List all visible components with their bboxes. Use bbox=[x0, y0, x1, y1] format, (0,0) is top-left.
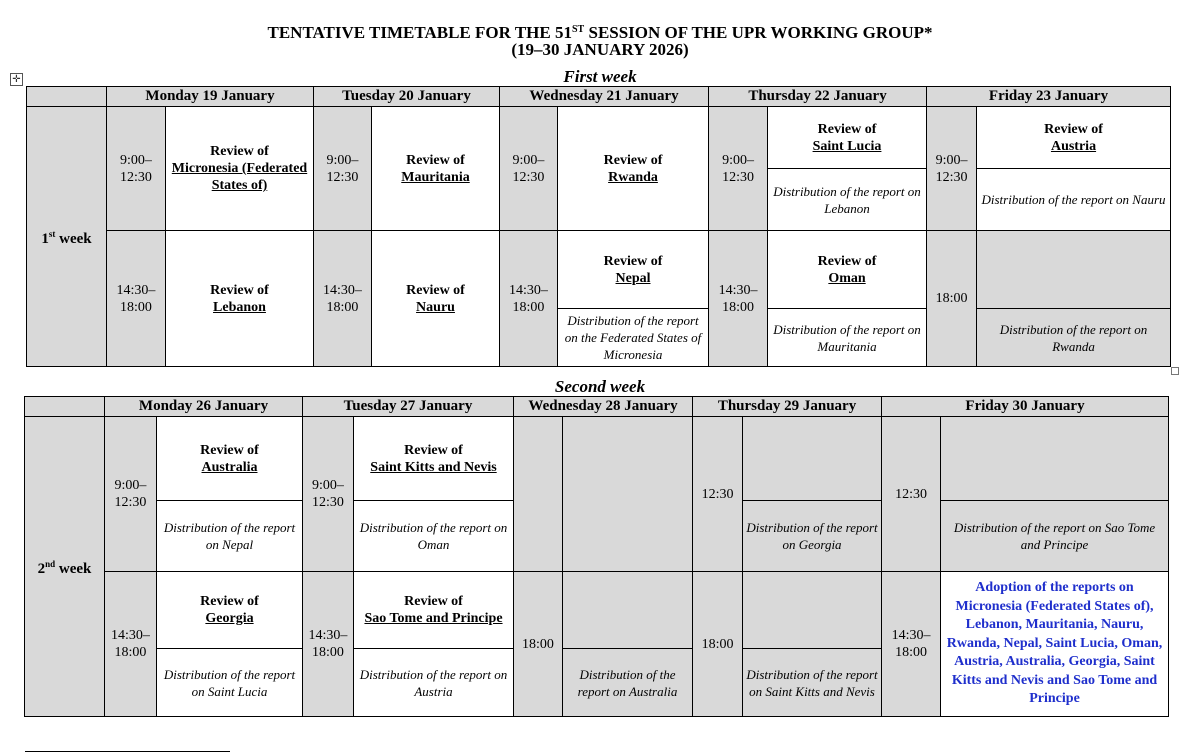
distribution-note: Distribution of the report on Nauru bbox=[977, 169, 1171, 231]
country-name: Georgia bbox=[205, 611, 254, 626]
time-slot: 9:00– 12:30 bbox=[107, 107, 166, 231]
week1-table bbox=[26, 86, 1171, 367]
empty-slot bbox=[563, 572, 693, 649]
time-slot: 14:30– 18:00 bbox=[107, 231, 166, 367]
time-slot: 9:00– 12:30 bbox=[105, 417, 157, 572]
day-header: Friday 30 January bbox=[882, 397, 1169, 417]
country-name: Lebanon bbox=[213, 299, 266, 315]
country-name: Oman bbox=[828, 270, 866, 286]
distribution-note: Distribution of the report on Oman bbox=[354, 501, 514, 572]
review-cell: Review of Nauru bbox=[372, 231, 500, 367]
time-slot: 18:00 bbox=[927, 231, 977, 367]
country-name: Australia bbox=[201, 459, 258, 475]
day-header: Thursday 22 January bbox=[709, 87, 927, 107]
empty-slot bbox=[743, 572, 882, 649]
day-header: Wednesday 21 January bbox=[500, 87, 709, 107]
table-move-icon[interactable]: ✛ bbox=[10, 73, 23, 86]
distribution-note: Distribution of the report on Mauritania bbox=[768, 309, 927, 367]
day-header: Monday 26 January bbox=[105, 397, 303, 417]
time-slot: 9:00– 12:30 bbox=[500, 107, 558, 231]
time-slot: 18:00 bbox=[514, 572, 563, 717]
distribution-note: Distribution of the report on Rwanda bbox=[977, 309, 1171, 367]
time-slot: 9:00– 12:30 bbox=[314, 107, 372, 231]
week2-table bbox=[24, 396, 1169, 717]
empty-slot bbox=[563, 417, 693, 572]
time-slot: 14:30– 18:00 bbox=[500, 231, 558, 367]
document-title-line1: TENTATIVE TIMETABLE FOR THE 51ST SESSION OF THE UPR WORKING GROUP* bbox=[267, 23, 933, 42]
country-name: Nepal bbox=[615, 270, 651, 286]
distribution-note: Distribution of the report on the Federated States of Micronesia bbox=[558, 309, 709, 367]
distribution-note: Distribution of the report on Nepal bbox=[157, 501, 303, 572]
country-name: Rwanda bbox=[608, 169, 658, 185]
time-slot: 9:00– 12:30 bbox=[303, 417, 354, 572]
week-label: 1st week bbox=[27, 107, 107, 367]
week-label: 2nd week bbox=[25, 417, 105, 717]
day-header: Tuesday 27 January bbox=[303, 397, 514, 417]
country-name: Mauritania bbox=[401, 169, 470, 185]
time-slot: 9:00– 12:30 bbox=[709, 107, 768, 231]
week2-heading: Second week bbox=[554, 377, 646, 396]
document-title-line2: (19–30 JANUARY 2026) bbox=[511, 40, 689, 59]
empty-slot bbox=[941, 417, 1169, 501]
review-cell: Review of Micronesia (Federated States of) bbox=[166, 107, 314, 231]
time-slot: 14:30– 18:00 bbox=[709, 231, 768, 367]
distribution-note: Distribution of the report on Lebanon bbox=[768, 169, 927, 231]
day-header: Thursday 29 January bbox=[693, 397, 882, 417]
week1-heading: First week bbox=[563, 67, 637, 86]
corner-cell bbox=[27, 87, 107, 107]
table-resize-handle[interactable] bbox=[1171, 367, 1179, 375]
review-cell: Review of Sao Tome and Principe bbox=[354, 572, 514, 649]
time-slot: 12:30 bbox=[882, 417, 941, 572]
country-name: Micronesia (Federated States of) bbox=[171, 161, 308, 193]
country-name: Saint Lucia bbox=[812, 138, 882, 154]
review-cell: Review of Saint Lucia bbox=[768, 107, 927, 169]
distribution-note: Distribution of the report on Austria bbox=[354, 649, 514, 717]
empty-time-slot bbox=[514, 417, 563, 572]
review-cell: Review of Oman bbox=[768, 231, 927, 309]
corner-cell bbox=[25, 397, 105, 417]
review-cell: Review of Austria bbox=[977, 107, 1171, 169]
distribution-note: Distribution of the report on Saint Kitts and Nevis bbox=[743, 649, 882, 717]
time-slot: 9:00– 12:30 bbox=[927, 107, 977, 231]
distribution-note: Distribution of the report on Sao Tome and Principe bbox=[941, 501, 1169, 572]
adoption-of-reports: Adoption of the reports on Micronesia (Federated States of), Lebanon, Mauritania, Nauru, Rwanda, Nepal, Saint Lucia, Oman, Austria, Australia, Georgia, Saint Kitts and Nevis and Sao Tome and Principe bbox=[941, 572, 1169, 717]
day-header: Monday 19 January bbox=[107, 87, 314, 107]
country-name: Sao Tome and Principe bbox=[364, 611, 503, 626]
time-slot: 12:30 bbox=[693, 417, 743, 572]
footnote-separator bbox=[25, 751, 230, 752]
time-slot: 14:30– 18:00 bbox=[105, 572, 157, 717]
time-slot: 14:30– 18:00 bbox=[314, 231, 372, 367]
country-name: Saint Kitts and Nevis bbox=[370, 459, 497, 475]
country-name: Nauru bbox=[416, 299, 455, 315]
distribution-note: Distribution of the report on Saint Lucia bbox=[157, 649, 303, 717]
review-cell: Review of Georgia bbox=[157, 572, 303, 649]
time-slot: 14:30– 18:00 bbox=[303, 572, 354, 717]
review-cell: Review of Lebanon bbox=[166, 231, 314, 367]
day-header: Friday 23 January bbox=[927, 87, 1171, 107]
country-name: Austria bbox=[1050, 138, 1097, 154]
day-header: Tuesday 20 January bbox=[314, 87, 500, 107]
review-cell: Review of Saint Kitts and Nevis bbox=[354, 417, 514, 501]
review-cell: Review of Nepal bbox=[558, 231, 709, 309]
review-cell: Review of Australia bbox=[157, 417, 303, 501]
day-header: Wednesday 28 January bbox=[514, 397, 693, 417]
empty-slot bbox=[977, 231, 1171, 309]
distribution-note: Distribution of the report on Australia bbox=[563, 649, 693, 717]
time-slot: 18:00 bbox=[693, 572, 743, 717]
distribution-note: Distribution of the report on Georgia bbox=[743, 501, 882, 572]
time-slot: 14:30– 18:00 bbox=[882, 572, 941, 717]
empty-slot bbox=[743, 417, 882, 501]
review-cell: Review of Mauritania bbox=[372, 107, 500, 231]
review-cell: Review of Rwanda bbox=[558, 107, 709, 231]
